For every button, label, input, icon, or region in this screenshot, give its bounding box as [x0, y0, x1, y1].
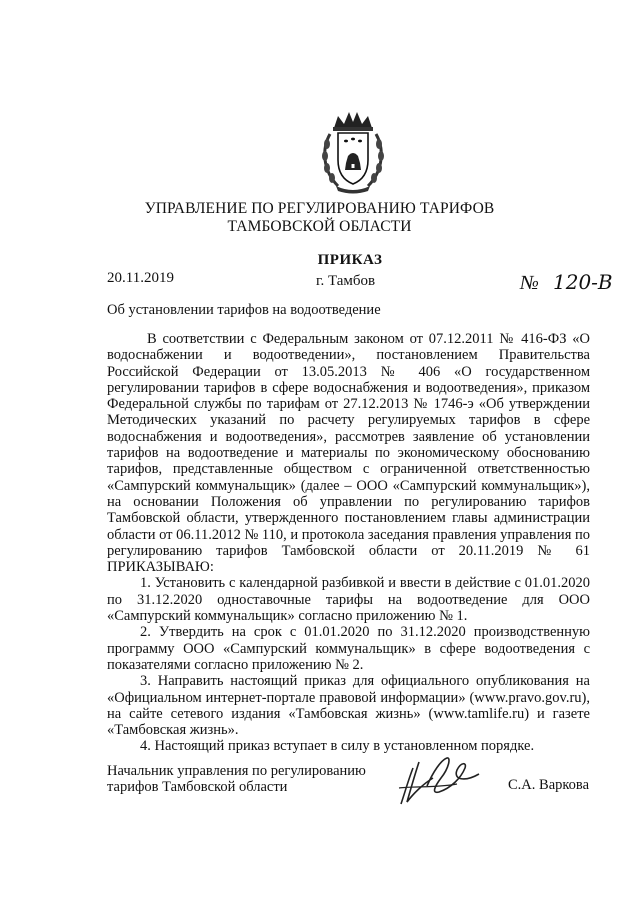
order-item-1: 1. Установить с календарной разбивкой и ввести в действие с 01.01.2020 по 31.12.2020 одноставочные тарифы на водоотведение для ООО «Сампурский коммунальщик» согласно приложению № 1.: [107, 575, 590, 625]
document-subject: Об установлении тарифов на водоотведение: [107, 302, 381, 318]
organization-name-line2: ТАМБОВСКОЙ ОБЛАСТИ: [227, 218, 412, 235]
order-item-3: 3. Направить настоящий приказ для официального опубликования на «Официальном интернет-портале правовой информации» (www.pravo.gov.ru), на сайте сетевого издания «Тамбовская жизнь» (www.tamlife.ru) и газете «Тамбовская жизнь».: [107, 673, 590, 739]
handwritten-signature: [395, 748, 491, 810]
number-sign: №: [520, 272, 539, 294]
preamble-paragraph: В соответствии с Федеральным законом от 07.12.2011 № 416-ФЗ «О водоснабжении и водоотведении», постановлением Правительства Российской Федерации от 13.05.2013 № 406 «О государственном регулировании тарифов в сфере водоснабжения и водоотведения», приказом Федеральной службы по тарифам от 27.12.2013 № 1746-э «Об утверждении Методических указаний по расчету регулируемых тарифов в сфере водоснабжения и водоотведения», рассмотрев заявление об установлении тарифов на водоотведение и материалы по экономическому обоснованию тарифов, представленные обществом с ограниченной ответственностью «Сампурский коммунальщик» (далее – ООО «Сампурский коммунальщик»), на основании Положения об управлении по регулированию тарифов Тамбовской области, утвержденного постановлением главы администрации области от 06.11.2012 № 110, и протокола заседания правления управления по регулированию тарифов Тамбовской области от 20.11.2019 № 61 ПРИКАЗЫВАЮ:: [107, 331, 590, 576]
signatory-position-line2: тарифов Тамбовской области: [107, 779, 288, 795]
organization-name-line1: УПРАВЛЕНИЕ ПО РЕГУЛИРОВАНИЮ ТАРИФОВ: [144, 200, 495, 217]
signatory-position: [107, 763, 366, 795]
document-city: г. Тамбов: [316, 273, 376, 289]
signatory-name: С.А. Варкова: [508, 777, 590, 793]
document-title: ПРИКАЗ: [317, 252, 383, 268]
coat-of-arms-emblem: [318, 108, 388, 194]
document-number: 120-В: [553, 270, 613, 294]
order-item-4: 4. Настоящий приказ вступает в силу в установленном порядке.: [140, 738, 535, 755]
signatory-position-line1: Начальник управления по регулированию: [107, 763, 366, 779]
document-body: [107, 331, 590, 755]
document-date: 20.11.2019: [107, 270, 174, 286]
order-item-2: 2. Утвердить на срок с 01.01.2020 по 31.12.2020 производственную программу ООО «Сампурский коммунальщик» в сфере водоотведения с показателями согласно приложению № 2.: [107, 624, 590, 673]
